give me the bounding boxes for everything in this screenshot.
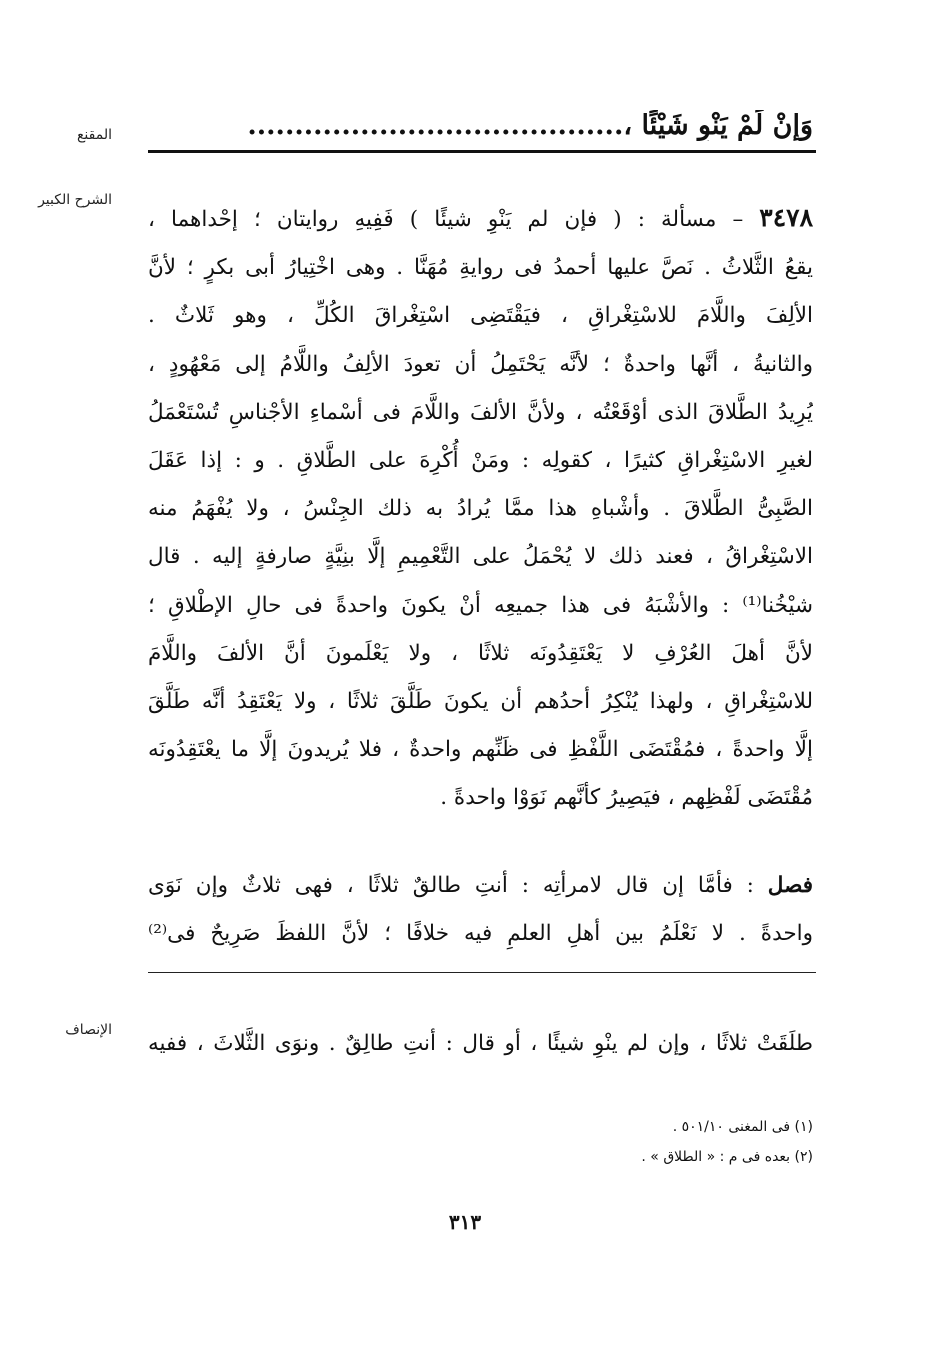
sharh-line: لأنَّ أهلَ العُرْفِ لا يَعْتَقِدُونَه ثلاثًا ، ولا يَعْلَمونَ أنَّ الألفَ واللَّامَ	[148, 640, 813, 666]
sharh-line: الاسْتِغْراقُ ، فعند ذلك لا يُحْمَلُ على التَّعْمِيمِ إلَّا بنِيَّةٍ صارفةٍ إليه . قال	[148, 544, 813, 570]
fasl-line: واحدةً . لا نَعْلَمُ بين أهلِ العلمِ فيه خلافًا ؛ لأنَّ اللفظَ صَرِيحٌ فى⁽²⁾	[148, 921, 813, 947]
sharh-line: مُقْتَضَى لَفْظِهم ، فيَصِيرُ كأنَّهم نَوَوْا واحدةً .	[440, 785, 813, 811]
fasl-line: فصل : فأمَّا إن قال لامرأتِه : أنتِ طالقٌ ثلاثًا ، فهى ثلاثٌ وإن نَوَى	[148, 873, 813, 898]
sharh-line: الألِفَ واللَّامَ للاسْتِغْراقِ ، فيَقْتَضِى اسْتِغْراقَ الكُلِّ ، وهو ثَلاثٌ .	[148, 303, 813, 329]
sharh-line: يقعُ الثَّلاثُ . نَصَّ عليها أحمدُ فى روايةِ مُهَنَّا . وهى اخْتِيارُ أبى بكرٍ ؛ لأنَّ	[148, 255, 813, 281]
insaf-line: طلَقَتْ ثلاثًا ، وإن لم ينْوِ شيئًا ، أو قال : أنتِ طالِقٌ . ونوَى الثَّلاثَ ، ففيه	[148, 1031, 813, 1056]
sharh-line: شيْخُنا⁽¹⁾ : والأشْبَهُ فى هذا جميعِه أنْ يكونَ واحدةً فى حالِ الإطْلاقِ ؛	[148, 592, 813, 618]
sharh-line: إلَّا واحدةً ، فمُقْتَضَى اللَّفْظِ فى ظَنِّهم واحدةٌ ، فلا يُريدونَ إلَّا ما يعْتَقِدُونَه	[148, 737, 813, 763]
sharh-line: ٣٤٧٨ – مسألة : ( فإن لم يَنْوِ شيئًا ) فَفِيهِ روايتان ؛ إحْداهما ،	[148, 203, 813, 232]
sharh-line: لغيرِ الاسْتِغْراقِ كثيرًا ، كقولِه : ومَنْ أُكْرِهَ على الطَّلاقِ . و : إذا عَقَلَ	[148, 448, 813, 474]
sharh-line: يُرِيدُ الطَّلاقَ الذى أوْقَعْتُه ، ولأنَّ الألفَ واللَّامَ فى أسْماءِ الأجْناسِ تُسْتَعْمَلُ	[148, 399, 813, 425]
footnote-1: (١) فى المغنى ٥٠١/١٠ .	[672, 1119, 813, 1135]
page-number: ٣١٣	[448, 1210, 482, 1234]
sharh-body	[148, 194, 813, 823]
issue-number: ٣٤٧٨	[759, 203, 813, 232]
fasl-label: فصل	[767, 873, 813, 898]
footnote-2: (٢) بعده فى م : « الطلاق » .	[641, 1149, 813, 1165]
insaf-body	[148, 1020, 813, 1068]
sharh-line: للاسْتِغْراقِ ، ولهذا يُنْكِرُ أحدُهم أن يكونَ طَلَّقَ ثلاثًا ، ولا يَعْتَقِدُ أنَّه طَلَّقَ	[148, 689, 813, 715]
header-rule	[148, 150, 816, 153]
sharh-line: الصَّبِىُّ الطَّلاقَ . وأشْباهِ هذا ممَّا يُرادُ به ذلك الجِنْسُ ، ولا يُفْهَمُ منه	[148, 496, 813, 522]
margin-label-insaf: الإنصاف	[65, 1022, 112, 1038]
fasl-section	[148, 862, 813, 958]
margin-label-muqni: المقنع	[76, 127, 112, 143]
section-rule	[148, 972, 816, 973]
muqni-header-text: وَإِنْ لَمْ يَنْوِ شَيْئًا ،........................................	[247, 110, 813, 141]
sharh-line: والثانيةُ ، أنَّها واحدةٌ ؛ لأنَّه يَحْتَمِلُ أن تعودَ الألِفُ واللَّامُ إلى مَعْهُودٍ ،	[148, 351, 813, 377]
margin-label-sharh: الشرح الكبير	[38, 192, 112, 208]
footnotes	[400, 1112, 813, 1172]
